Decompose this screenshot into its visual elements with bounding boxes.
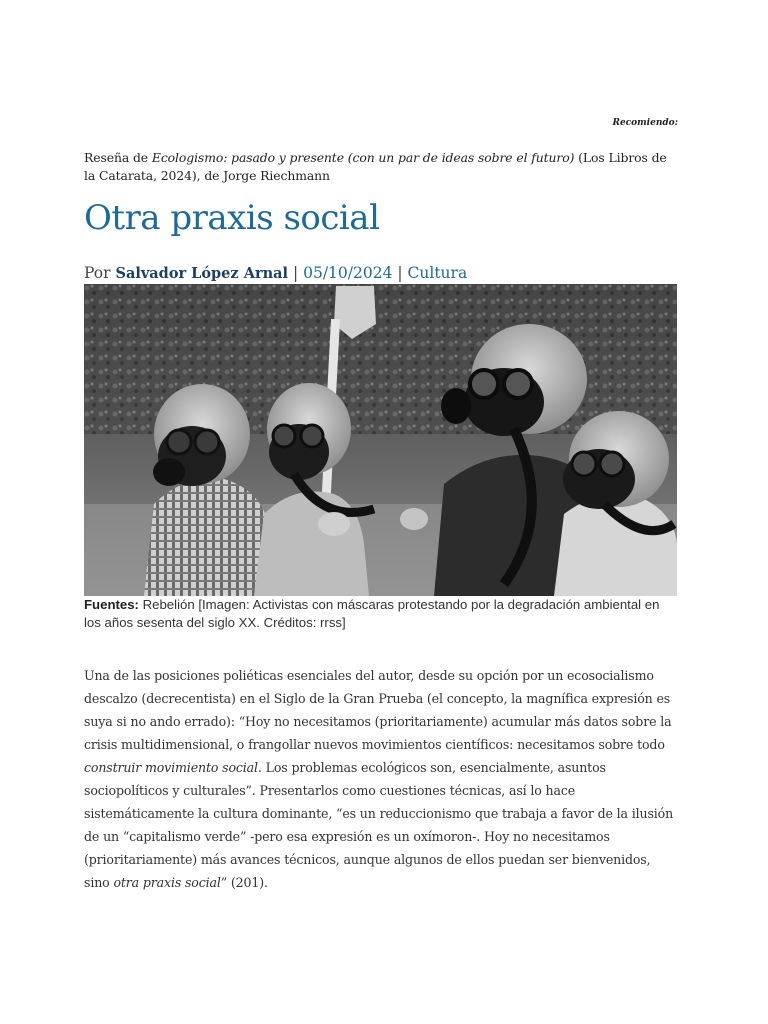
protest-photo-image bbox=[84, 284, 677, 596]
paragraph-part3: ” (201). bbox=[220, 875, 268, 890]
page-title: Otra praxis social bbox=[84, 198, 380, 238]
byline-separator: | bbox=[392, 264, 408, 282]
paragraph-part2: . Los problemas ecológicos son, esencialmente, asuntos sociopolíticos y culturales”. Presentarlos como cuestiones técnicas, así lo hace sistemáticamente la cultura dominante, “es un reduccionismo que trabaja a favor de la ilusión de un “capitalismo verde” -pero esa expresión es un oxímoron-. Hoy no necesitamos (prioritariamente) más avances técnicos, aunque algunos de ellos puedan ser bienvenidos, sino bbox=[84, 760, 674, 890]
date-link[interactable]: 05/10/2024 bbox=[303, 264, 393, 282]
article-paragraph bbox=[84, 664, 678, 894]
byline-separator: | bbox=[288, 264, 304, 282]
article-subtitle bbox=[84, 149, 678, 185]
byline-por: Por bbox=[84, 264, 116, 282]
image-caption bbox=[84, 596, 678, 632]
caption-text: Rebelión [Imagen: Activistas con máscaras protestando por la degradación ambiental en los años sesenta del siglo XX. Créditos: rrss] bbox=[84, 597, 660, 630]
category-link[interactable]: Cultura bbox=[407, 264, 468, 282]
subtitle-suffix: (Los Libros de la Catarata, 2024), de Jorge Riechmann bbox=[84, 150, 667, 183]
book-title: Ecologismo: pasado y presente (con un par de ideas sobre el futuro) bbox=[151, 150, 575, 165]
paragraph-italic1: construir movimiento social bbox=[84, 760, 258, 775]
caption-label: Fuentes: bbox=[84, 597, 139, 612]
subtitle-prefix: Reseña de bbox=[84, 150, 152, 165]
author-link[interactable]: Salvador López Arnal bbox=[115, 265, 289, 282]
paragraph-part1: Una de las posiciones poliéticas esenciales del autor, desde su opción por un ecosocialismo descalzo (decrecentista) en el Siglo de la Gran Prueba (el concepto, la magnífica expresión es suya si no ando errado): “Hoy no necesitamos (prioritariamente) acumular más datos sobre la crisis multidimensional, o frangollar nuevos movimientos científicos: necesitamos sobre todo bbox=[84, 668, 672, 752]
paragraph-italic2: otra praxis social bbox=[113, 875, 221, 890]
recommend-label: Recomiendo: bbox=[612, 118, 678, 128]
byline bbox=[84, 262, 467, 285]
